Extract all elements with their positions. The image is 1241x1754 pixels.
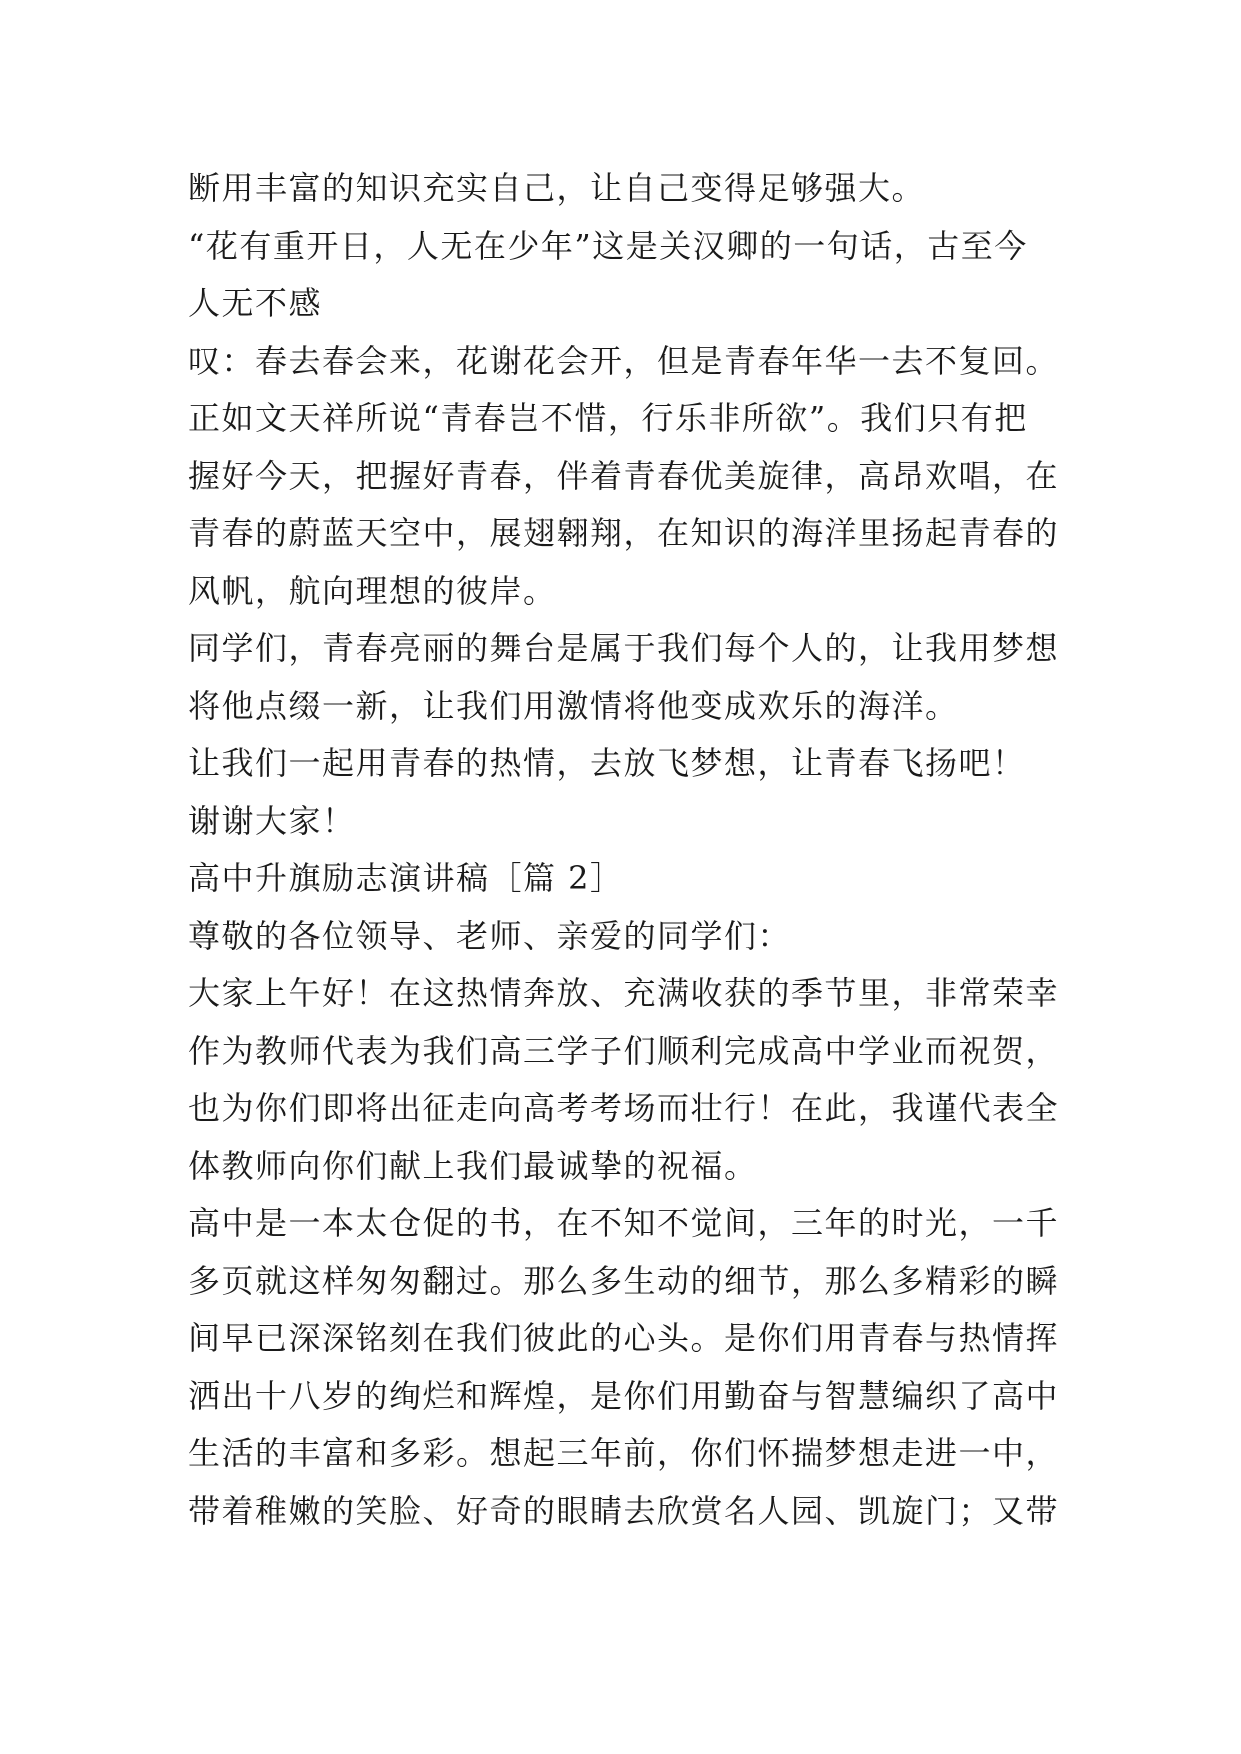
text-line: 作为教师代表为我们高三学子们顺利完成高中学业而祝贺， (188, 1031, 1060, 1070)
text-line: 断用丰富的知识充实自己，让自己变得足够强大。 (188, 169, 926, 207)
salutation: 尊敬的各位领导、老师、亲爱的同学们： (188, 916, 792, 955)
text-line: 同学们，青春亮丽的舞台是属于我们每个人的，让我用梦想 (188, 629, 1060, 667)
text-line: 让我们一起用青春的热情，去放飞梦想，让青春飞扬吧！ (188, 744, 1026, 782)
text-line: 体教师向你们献上我们最诚挚的祝福。 (188, 1146, 758, 1185)
text-line: 谢谢大家！ (188, 801, 356, 840)
text-line: 大家上午好！在这热情奔放、充满收获的季节里，非常荣幸 (188, 974, 1060, 1012)
text-line: 多页就这样匆匆翻过。那么多生动的细节，那么多精彩的瞬 (188, 1261, 1060, 1300)
text-line: “花有重开日，人无在少年”这是关汉卿的一句话，古至今 (188, 226, 1028, 265)
text-line: 将他点缀一新，让我们用激情将他变成欢乐的海洋。 (188, 686, 959, 725)
text-line: 洒出十八岁的绚烂和辉煌，是你们用勤奋与智慧编织了高中 (188, 1376, 1060, 1415)
text-line: 带着稚嫩的笑脸、好奇的眼睛去欣赏名人园、凯旋门；又带 (188, 1491, 1060, 1530)
text-line: 间早已深深铭刻在我们彼此的心头。是你们用青春与热情挥 (188, 1319, 1060, 1357)
text-line: 高中是一本太仓促的书，在不知不觉间，三年的时光，一千 (188, 1204, 1060, 1242)
text-line: 青春的蔚蓝天空中，展翅翱翔，在知识的海洋里扬起青春的 (188, 514, 1060, 552)
text-line: 人无不感 (188, 284, 323, 322)
text-line: 正如文天祥所说“青春岂不惜，行乐非所欲”。我们只有把 (188, 399, 1028, 437)
text-line: 风帆，航向理想的彼岸。 (188, 571, 557, 610)
text-line: 生活的丰富和多彩。想起三年前，你们怀揣梦想走进一中， (188, 1434, 1060, 1472)
document-body (188, 160, 1068, 1540)
text-line: 叹：春去春会来，花谢花会开，但是青春年华一去不复回。 (188, 341, 1060, 380)
section-heading: 高中升旗励志演讲稿［篇 2］ (188, 859, 624, 897)
text-line: 也为你们即将出征走向高考考场而壮行！在此，我谨代表全 (188, 1089, 1060, 1127)
text-line: 握好今天，把握好青春，伴着青春优美旋律，高昂欢唱，在 (188, 456, 1060, 495)
